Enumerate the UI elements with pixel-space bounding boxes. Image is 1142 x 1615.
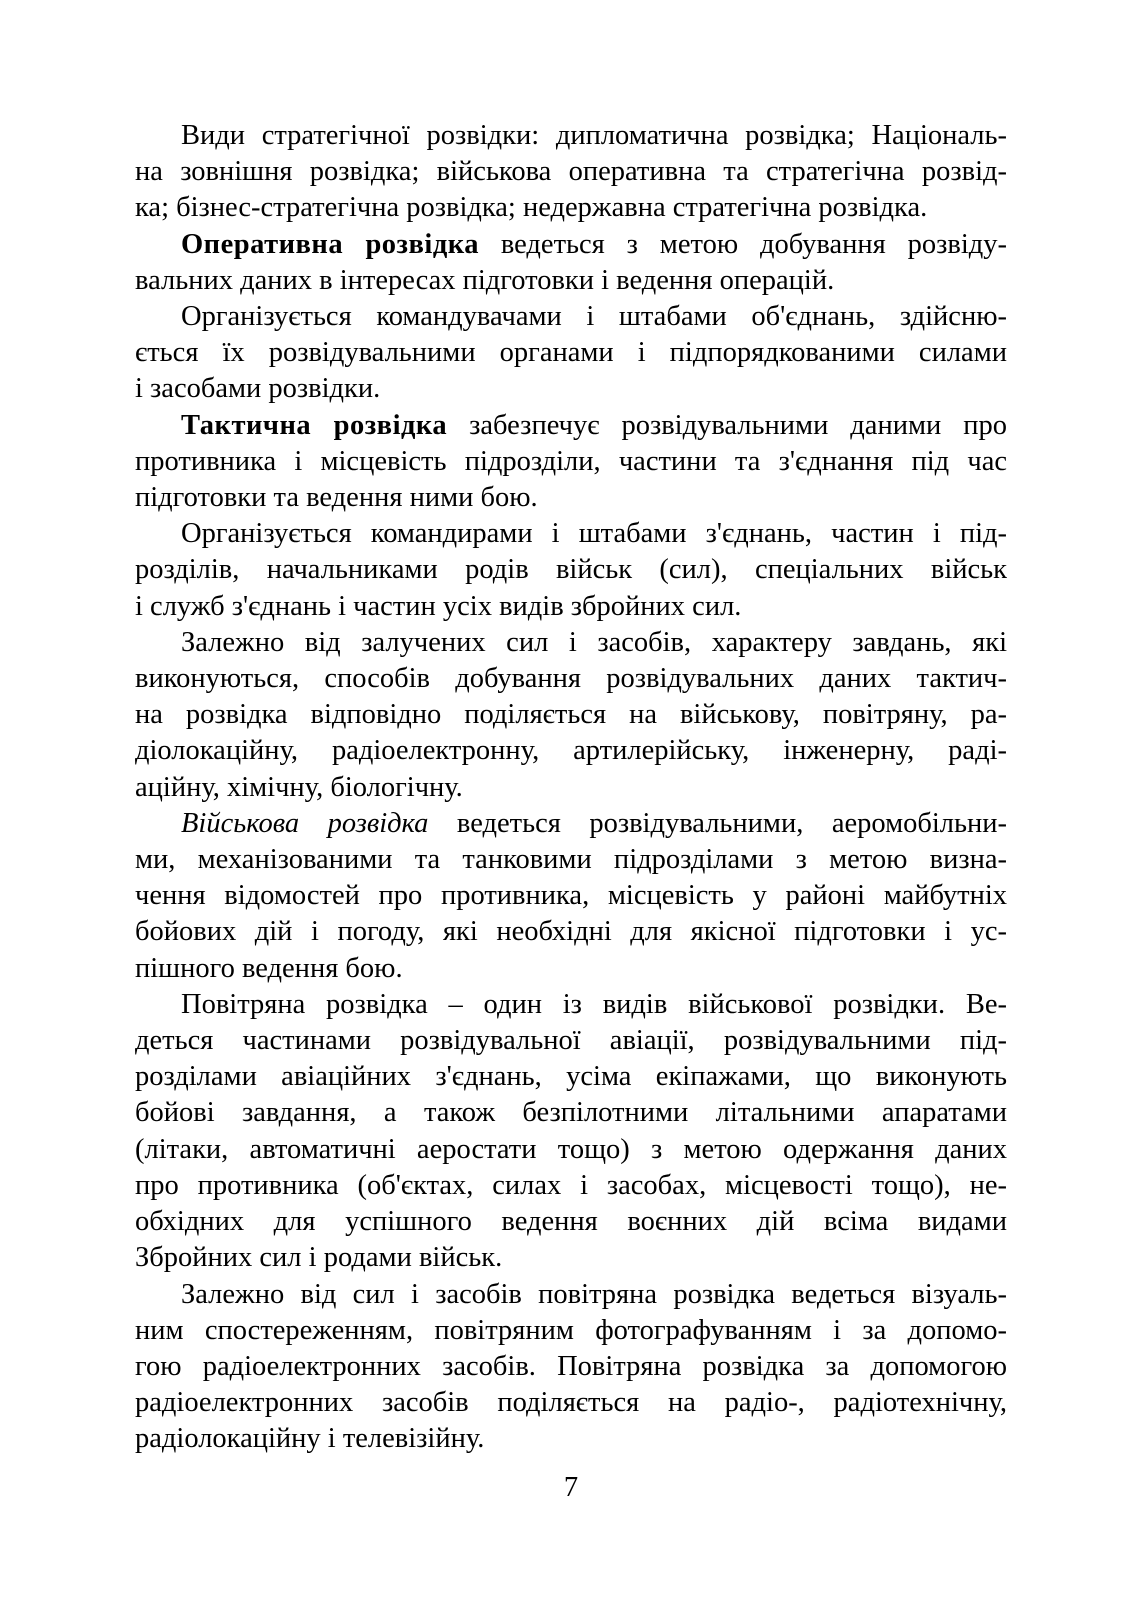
text-segment: пішного ведення бою. bbox=[135, 952, 403, 984]
paragraph bbox=[135, 227, 1007, 299]
text-line bbox=[135, 1059, 1007, 1095]
bold-term: Тактична розвідка bbox=[181, 409, 448, 441]
text-segment: ється їх розвідувальними органами і підпорядкованими силами bbox=[135, 337, 1007, 369]
text-line bbox=[135, 1204, 1007, 1240]
text-line bbox=[135, 878, 1007, 914]
text-line bbox=[135, 1385, 1007, 1421]
text-segment: Організується командирами і штабами з'єднань, частин і під- bbox=[181, 518, 1007, 550]
text-line bbox=[135, 154, 1007, 190]
text-segment: деться частинами розвідувальної авіації, розвідувальними під- bbox=[135, 1025, 1007, 1057]
text-segment: забезпечує розвідувальними даними про bbox=[447, 409, 1007, 441]
paragraph bbox=[135, 299, 1007, 408]
text-segment: ка; бізнес-стратегічна розвідка; недержавна стратегічна розвідка. bbox=[135, 192, 928, 224]
text-segment: Організується командувачами і штабами об'єднань, здійсню- bbox=[181, 301, 1007, 333]
text-line bbox=[135, 1023, 1007, 1059]
text-line bbox=[135, 118, 1007, 154]
text-line bbox=[135, 1349, 1007, 1385]
text-line bbox=[135, 1240, 1007, 1276]
text-segment: Види стратегічної розвідки: дипломатична розвідка; Національ- bbox=[181, 120, 1007, 151]
text-line bbox=[135, 1095, 1007, 1131]
page-number: 7 bbox=[563, 1472, 579, 1503]
paragraph bbox=[135, 625, 1007, 806]
text-segment: радіолокаційну і телевізійну. bbox=[135, 1423, 485, 1455]
text-line bbox=[135, 263, 1007, 299]
text-segment: гою радіоелектронних засобів. Повітряна розвідка за допомогою bbox=[135, 1350, 1007, 1382]
text-block bbox=[135, 118, 1007, 1458]
text-segment: ведеться розвідувальними, аеромобільни- bbox=[428, 807, 1007, 839]
text-segment: ми, механізованими та танковими підрозділами з метою визна- bbox=[135, 844, 1007, 876]
text-segment: чення відомостей про противника, місцевість у районі майбутніх bbox=[135, 880, 1007, 912]
text-line bbox=[135, 589, 1007, 625]
text-segment: (літаки, автоматичні аеростати тощо) з метою одержання даних bbox=[135, 1133, 1007, 1165]
bold-term: Оперативна розвідка bbox=[181, 228, 479, 260]
text-segment: виконуються, способів добування розвідувальних даних тактич- bbox=[135, 663, 1007, 695]
text-line bbox=[135, 227, 1007, 263]
paragraph bbox=[135, 516, 1007, 625]
text-line bbox=[135, 552, 1007, 588]
text-line bbox=[135, 661, 1007, 697]
text-line bbox=[135, 914, 1007, 950]
text-segment: Збройних сил і родами військ. bbox=[135, 1242, 503, 1274]
text-segment: ведеться з метою добування розвіду- bbox=[478, 228, 1007, 260]
paragraph bbox=[135, 806, 1007, 987]
text-segment: і засобами розвідки. bbox=[135, 373, 381, 405]
text-segment: підготовки та ведення ними бою. bbox=[135, 482, 538, 514]
text-line bbox=[135, 987, 1007, 1023]
text-segment: Залежно від сил і засобів повітряна розвідка ведеться візуаль- bbox=[181, 1278, 1007, 1310]
text-line bbox=[135, 444, 1007, 480]
text-segment: бойові завдання, а також безпілотними літальними апаратами bbox=[135, 1097, 1007, 1129]
text-segment: обхідних для успішного ведення воєнних дій всіма видами bbox=[135, 1206, 1007, 1238]
text-line bbox=[135, 299, 1007, 335]
text-line bbox=[135, 697, 1007, 733]
text-line bbox=[135, 1132, 1007, 1168]
text-line bbox=[135, 806, 1007, 842]
text-line bbox=[135, 335, 1007, 371]
text-segment: вальних даних в інтересах підготовки і ведення операцій. bbox=[135, 264, 835, 296]
text-line bbox=[135, 1313, 1007, 1349]
text-line bbox=[135, 1277, 1007, 1313]
text-segment: розділами авіаційних з'єднань, усіма екіпажами, що виконують bbox=[135, 1061, 1007, 1093]
text-line bbox=[135, 371, 1007, 407]
text-line bbox=[135, 951, 1007, 987]
text-line bbox=[135, 625, 1007, 661]
text-segment: ним спостереженням, повітряним фотографуванням і за допомо- bbox=[135, 1314, 1007, 1346]
text-segment: і служб з'єднань і частин усіх видів збройних сил. bbox=[135, 590, 742, 622]
paragraph bbox=[135, 987, 1007, 1277]
paragraph bbox=[135, 118, 1007, 227]
text-line bbox=[135, 190, 1007, 226]
text-segment: розділів, начальниками родів військ (сил), спеціальних військ bbox=[135, 554, 1007, 586]
text-segment: Повітряна розвідка – один із видів військової розвідки. Ве- bbox=[181, 988, 1007, 1020]
text-segment: Залежно від залучених сил і засобів, характеру завдань, які bbox=[181, 626, 1007, 658]
text-segment: на розвідка відповідно поділяється на військову, повітряну, ра- bbox=[135, 699, 1007, 731]
text-segment: противника і місцевість підрозділи, частини та з'єднання під час bbox=[135, 445, 1007, 477]
text-segment: про противника (об'єктах, силах і засобах, місцевості тощо), не- bbox=[135, 1169, 1007, 1201]
text-segment: на зовнішня розвідка; військова оперативна та стратегічна розвід- bbox=[135, 156, 1007, 188]
text-line bbox=[135, 733, 1007, 769]
text-line bbox=[135, 516, 1007, 552]
text-line bbox=[135, 842, 1007, 878]
text-line bbox=[135, 408, 1007, 444]
text-line bbox=[135, 480, 1007, 516]
italic-term: Військова розвідка bbox=[181, 807, 429, 839]
text-line bbox=[135, 1421, 1007, 1457]
text-line bbox=[135, 770, 1007, 806]
text-segment: діолокаційну, радіоелектронну, артилерійську, інженерну, раді- bbox=[135, 735, 1007, 767]
text-line bbox=[135, 1168, 1007, 1204]
text-segment: аційну, хімічну, біологічну. bbox=[135, 771, 463, 803]
paragraph bbox=[135, 1277, 1007, 1458]
paragraph bbox=[135, 408, 1007, 517]
text-segment: бойових дій і погоду, які необхідні для якісної підготовки і ус- bbox=[135, 916, 1007, 948]
text-segment: радіоелектронних засобів поділяється на радіо-, радіотехнічну, bbox=[135, 1387, 1007, 1419]
